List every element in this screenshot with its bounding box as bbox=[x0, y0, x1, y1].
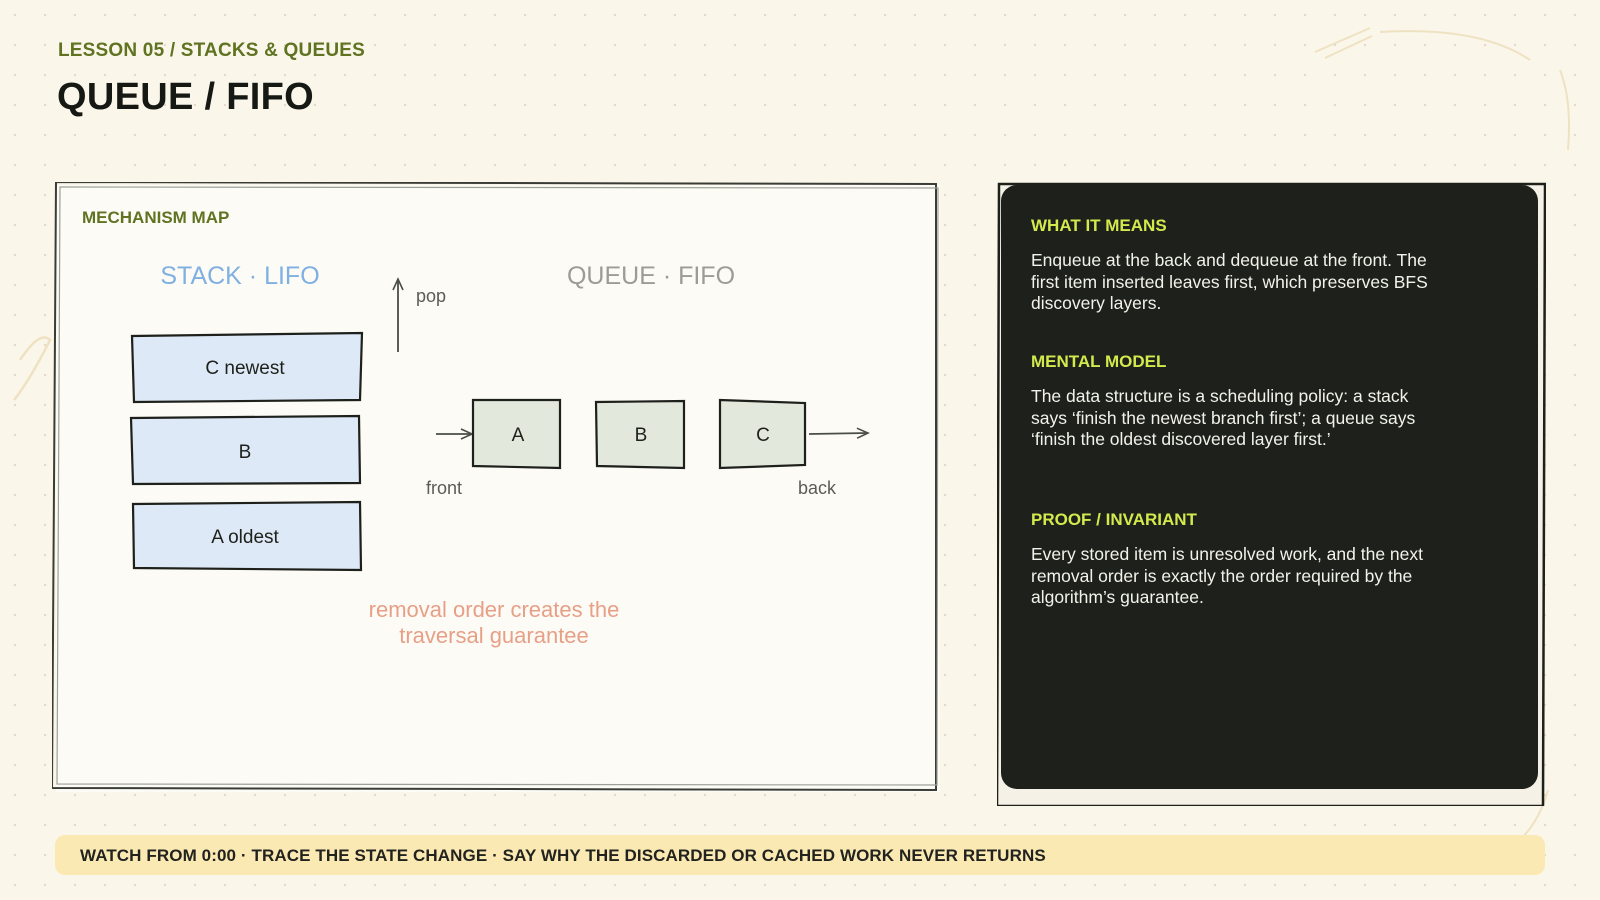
info-panel bbox=[997, 182, 1546, 806]
mechanism-map-heading: MECHANISM MAP bbox=[82, 208, 230, 227]
info-section-mental-model bbox=[1031, 352, 1431, 451]
queue-item-a bbox=[473, 400, 560, 468]
back-arrow bbox=[809, 433, 868, 434]
info-section-what-it-means bbox=[1031, 216, 1431, 315]
stack-item-label: C newest bbox=[205, 358, 285, 379]
stack-title: STACK · LIFO bbox=[160, 262, 320, 290]
queue-item-label: B bbox=[634, 425, 648, 446]
queue-title: QUEUE · FIFO bbox=[566, 262, 736, 290]
info-body: The data structure is a scheduling policy: a stack says ‘finish the newest branch first’; a queue says ‘finish the oldest discovered layer first.’ bbox=[1031, 386, 1416, 449]
stack-item-top bbox=[132, 333, 362, 402]
pop-label: pop bbox=[416, 286, 447, 306]
stack-item-label: A oldest bbox=[211, 527, 279, 548]
queue-item-label: A bbox=[511, 425, 525, 446]
queue-item-label: C bbox=[756, 425, 770, 446]
info-heading: MENTAL MODEL bbox=[1031, 352, 1167, 371]
front-label: front bbox=[426, 478, 463, 498]
stack-item-label: B bbox=[238, 442, 252, 463]
stack-item-bottom bbox=[133, 502, 361, 570]
info-section-proof-invariant bbox=[1031, 510, 1431, 609]
stack-item-middle bbox=[131, 416, 360, 484]
footer-instructions: WATCH FROM 0:00 · TRACE THE STATE CHANGE · SAY WHY THE DISCARDED OR CACHED WORK NEVER RETURNS bbox=[80, 846, 1046, 865]
info-body: Every stored item is unresolved work, and the next removal order is exactly the order required by the algorithm’s guarantee. bbox=[1031, 544, 1423, 607]
footer-bar bbox=[55, 835, 1545, 875]
caption-line-1: removal order creates the bbox=[368, 597, 620, 622]
back-label: back bbox=[798, 478, 837, 498]
caption-line-2: traversal guarantee bbox=[399, 623, 589, 648]
mechanism-map-panel bbox=[52, 182, 955, 806]
info-heading: WHAT IT MEANS bbox=[1031, 216, 1167, 235]
info-heading: PROOF / INVARIANT bbox=[1031, 510, 1197, 529]
info-body: Enqueue at the back and dequeue at the front. The first item inserted leaves first, which preserves BFS discovery layers. bbox=[1031, 250, 1428, 313]
lesson-label: LESSON 05 / STACKS & QUEUES bbox=[58, 40, 365, 61]
queue-item-b bbox=[596, 401, 684, 468]
page-title: QUEUE / FIFO bbox=[57, 76, 314, 118]
queue-item-c bbox=[720, 400, 805, 468]
mechanism-diagram bbox=[52, 182, 955, 806]
